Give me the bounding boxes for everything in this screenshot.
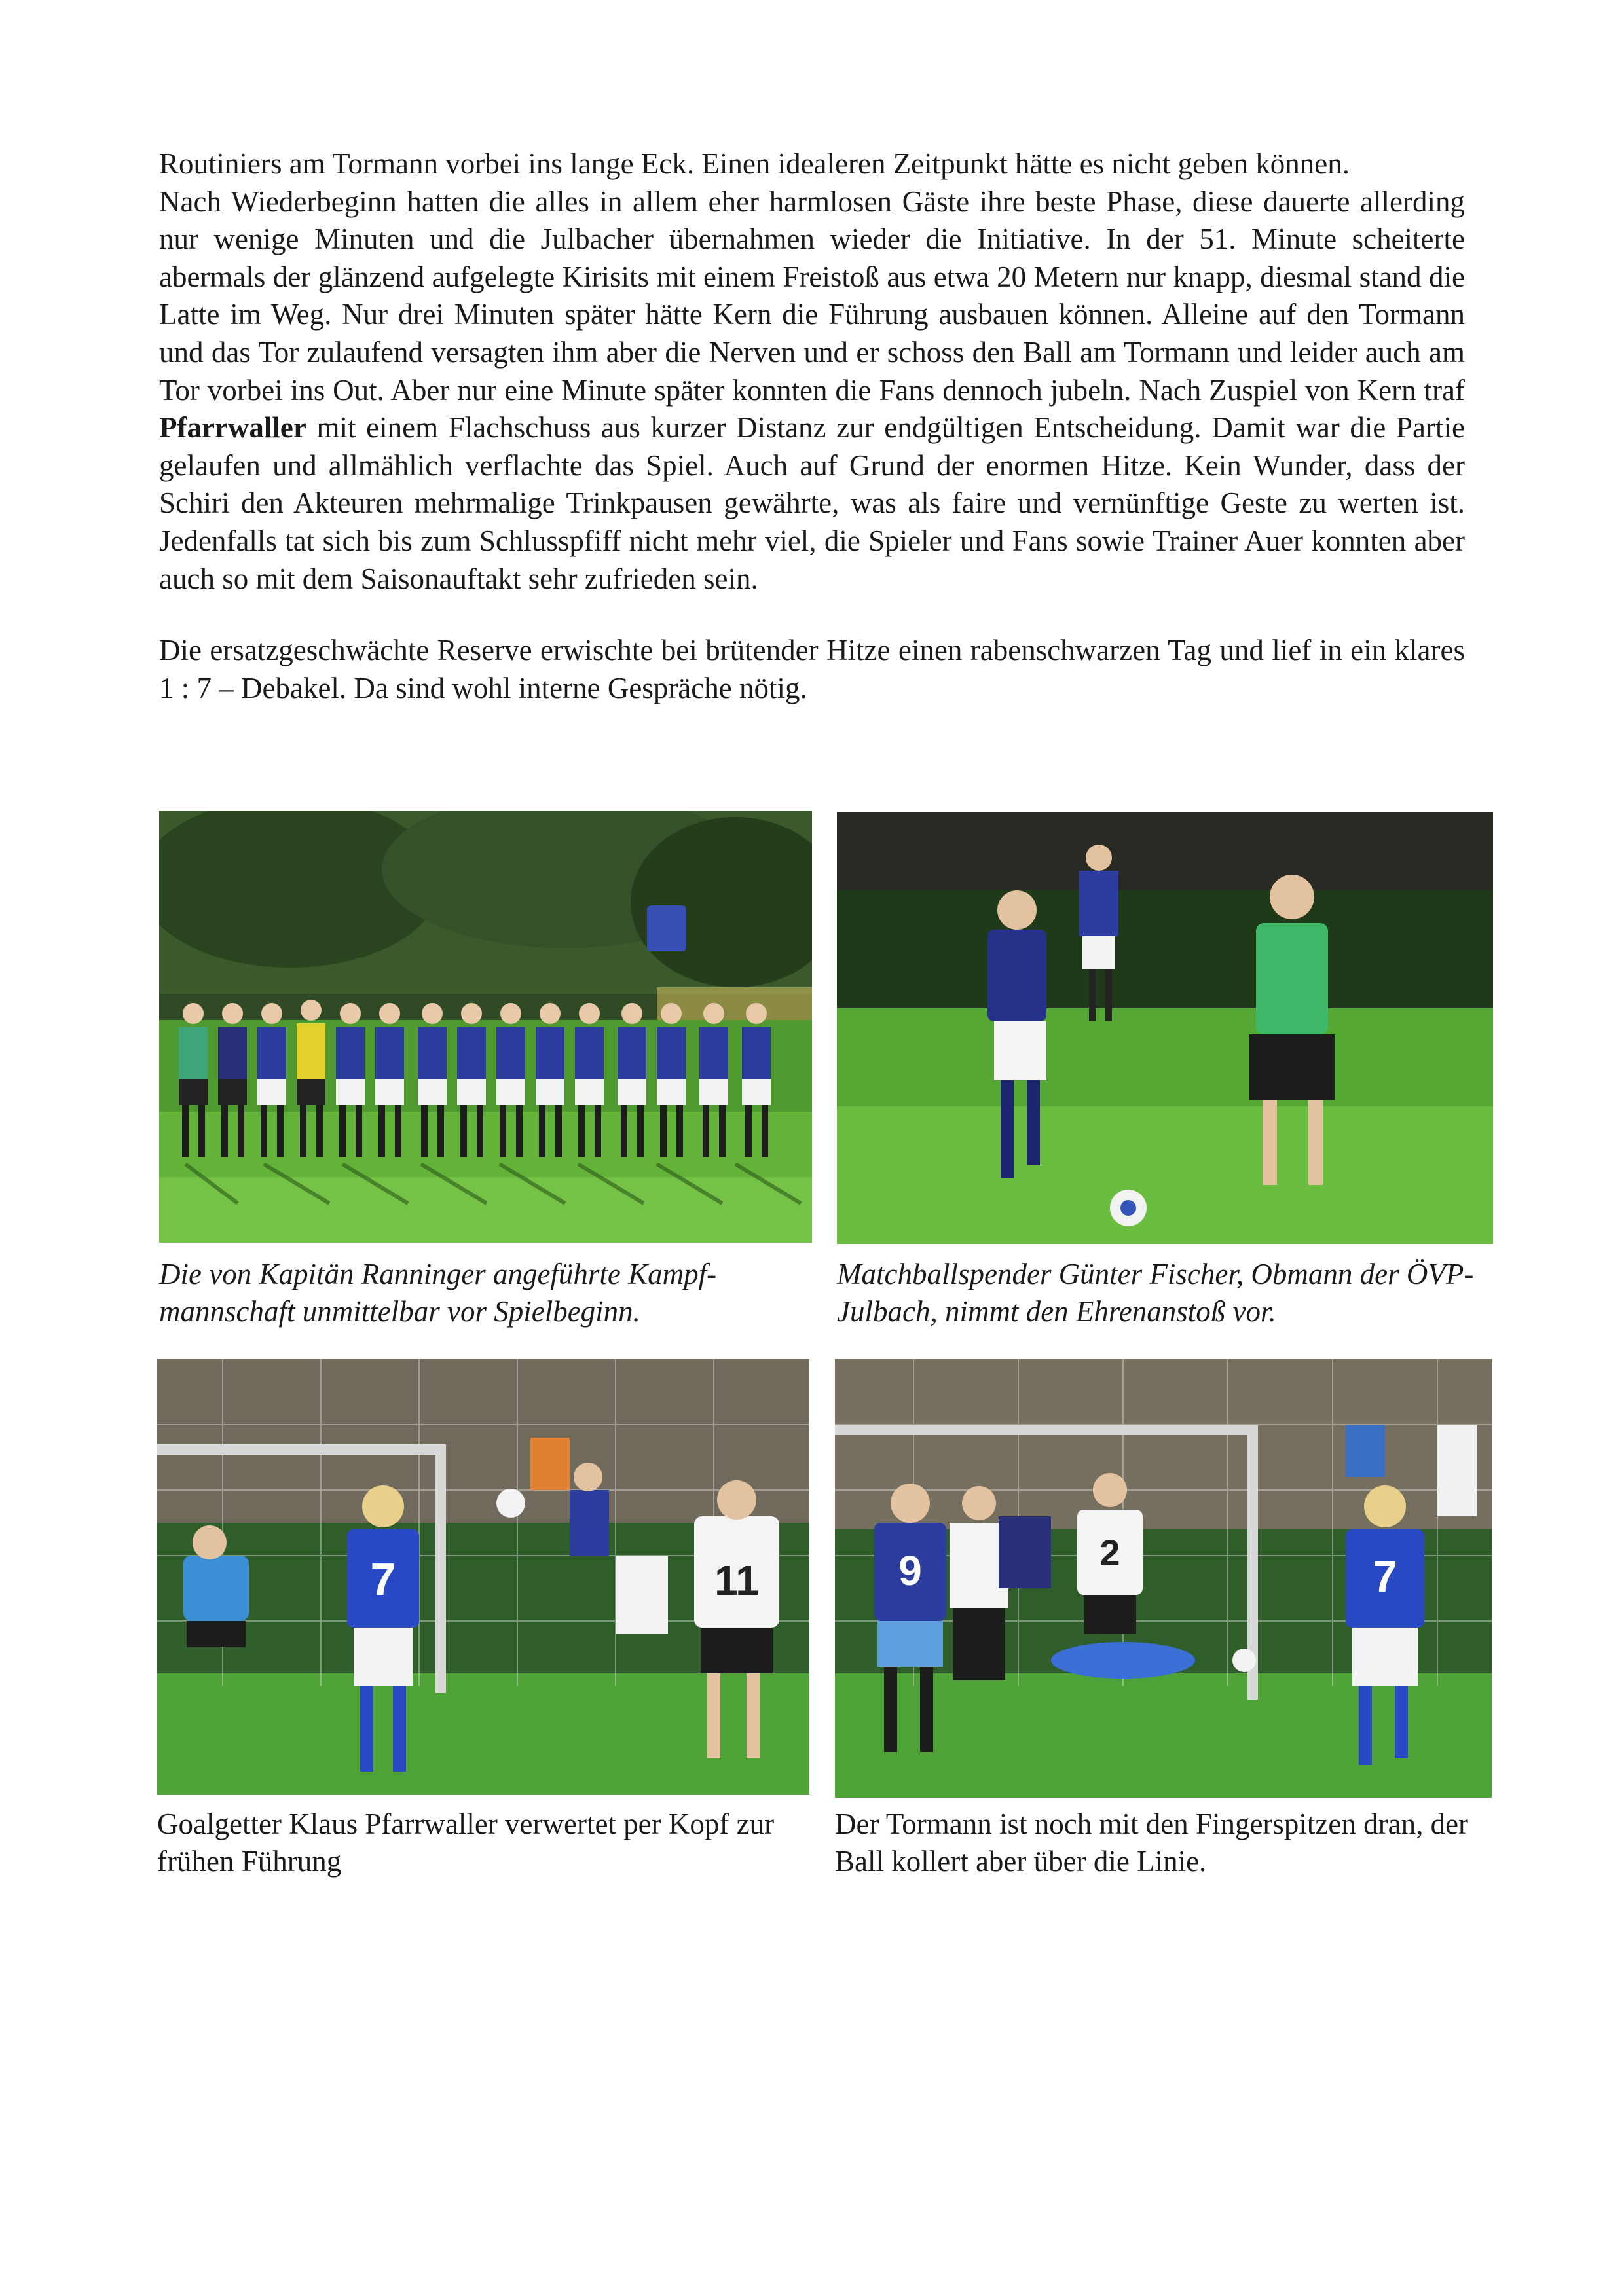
photo-goalkeeper xyxy=(835,1359,1492,1798)
jersey-number-11: 11 xyxy=(714,1557,759,1604)
caption-kickoff: Matchballspender Günter Fischer, Obmann der ÖVP-Julbach, nimmt den Ehrenanstoß vor. xyxy=(837,1258,1474,1328)
article-body xyxy=(159,145,1465,707)
caption-goalkeeper: Der Tormann ist noch mit den Fingerspitzen dran, der Ball kollert aber über die Linie. xyxy=(835,1808,1469,1878)
photo-team-lineup xyxy=(159,811,812,1243)
jersey-number-7: 7 xyxy=(370,1554,396,1605)
header-goal-image xyxy=(157,1359,809,1795)
article-paragraph-2 xyxy=(159,183,1465,598)
jersey-number-9: 9 xyxy=(898,1547,922,1594)
caption-team-lineup: Die von Kapitän Ranninger angeführte Kampf-mannschaft unmittelbar vor Spielbeginn. xyxy=(159,1258,717,1328)
kickoff-image xyxy=(837,812,1493,1244)
photo-kickoff xyxy=(837,812,1493,1244)
paragraph-2-part-b: mit einem Flachschuss aus kurzer Distanz zur endgültigen Entscheidung. Damit war die Partie gelaufen und allmählich verflachte das Spiel. Auch auf Grund der enormen Hitze. Kein Wunder, dass der Schiri den Akteuren mehrmalige Trinkpausen gewährte, was als faire und vernünftige Geste zu werten ist. Jedenfalls tat sich bis zum Schlusspfiff nicht mehr viel, die Spieler und Fans sowie Trainer Auer konnten aber auch so mit dem Saisonauftakt sehr zufrieden sein. xyxy=(159,411,1465,595)
paragraph-2-part-a: Nach Wiederbeginn hatten die alles in allem eher harmlosen Gäste ihre beste Phase, diese dauerte allerding nur wenige Minuten und die Julbacher übernahmen wieder die Initiative. In der 51. Minute scheiterte abermals der glänzend aufgelegte Kirisits mit einem Freistoß aus etwa 20 Metern nur knapp, diesmal stand die Latte im Weg. Nur drei Minuten später hätte Kern die Führung ausbauen können. Alleine auf den Tormann und das Tor zulaufend versagten ihm aber die Nerven und er schoss den Ball am Tormann und leider auch am Tor vorbei ins Out. Aber nur eine Minute später konnten die Fans dennoch jubeln. Nach Zuspiel von Kern traf xyxy=(159,185,1465,407)
photo-header-goal xyxy=(157,1359,809,1795)
player-name-bold: Pfarrwaller xyxy=(159,411,306,445)
jersey-number-7-right: 7 xyxy=(1373,1552,1397,1601)
article-paragraph-3: Die ersatzgeschwächte Reserve erwischte bei brütender Hitze einen rabenschwarzen Tag und lief in ein klares 1 : 7 – Debakel. Da sind wohl interne Gespräche nötig. xyxy=(159,634,1465,704)
article-paragraph-1: Routiniers am Tormann vorbei ins lange Eck. Einen idealeren Zeitpunkt hätte es nicht geben können. xyxy=(159,147,1350,180)
caption-header-goal: Goalgetter Klaus Pfarrwaller verwertet per Kopf zur frühen Führung xyxy=(157,1808,775,1878)
goalkeeper-image xyxy=(835,1359,1492,1798)
jersey-number-2: 2 xyxy=(1099,1532,1120,1573)
team-lineup-image xyxy=(159,811,812,1243)
